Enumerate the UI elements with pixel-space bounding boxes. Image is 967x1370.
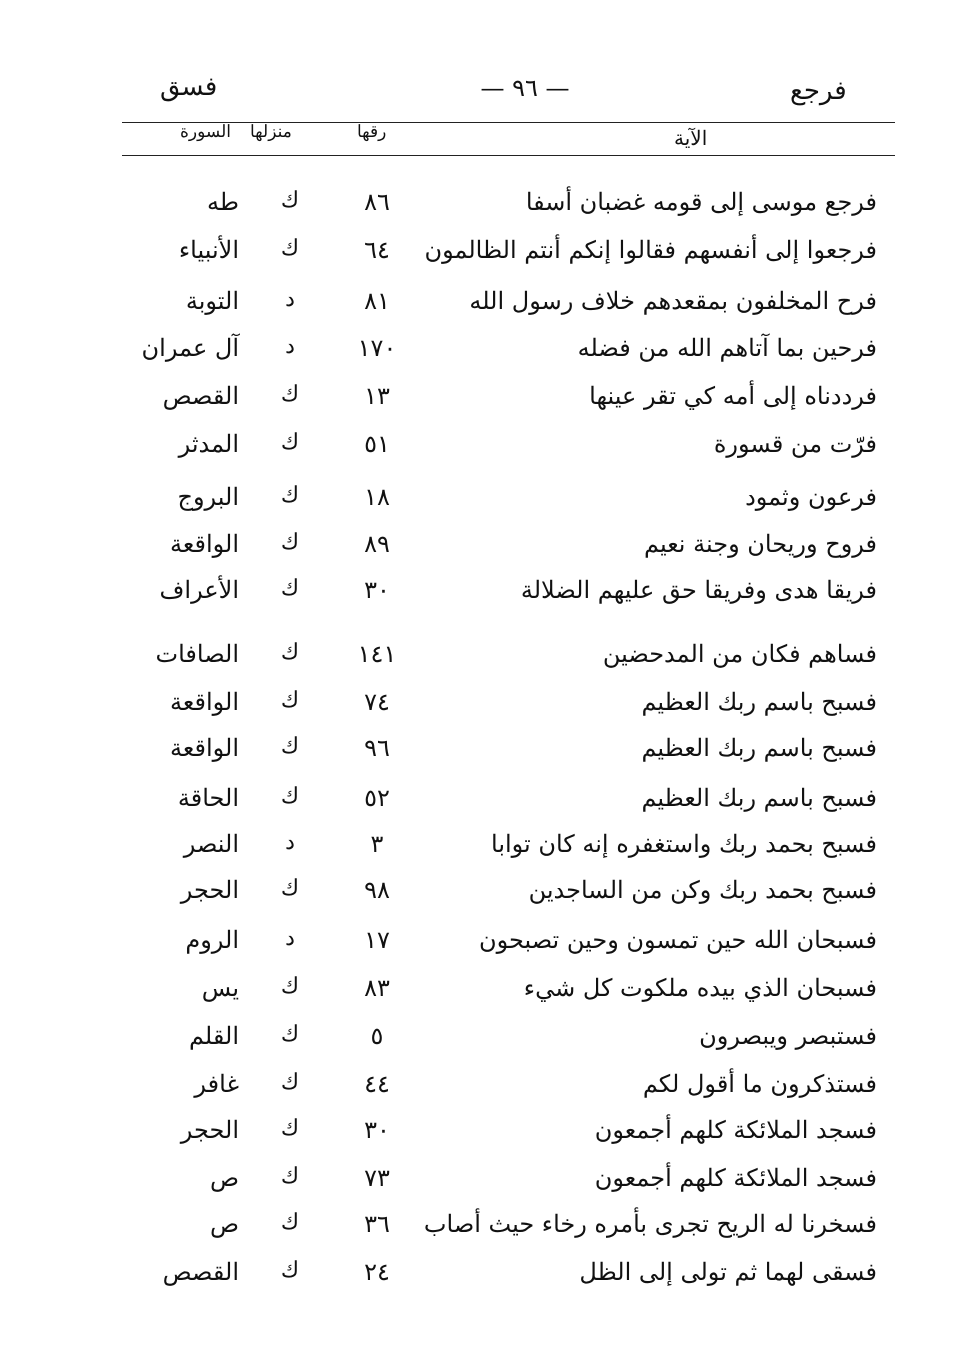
verse-number: ٥٢ [364, 784, 390, 812]
verse-text: فسبح بحمد ربك واستغفره إنه كان توابا [491, 830, 877, 858]
verse-number: ١٣ [364, 382, 390, 410]
surah-name: الواقعة [170, 734, 239, 762]
table-row [0, 382, 967, 426]
table-row [0, 1258, 967, 1302]
surah-name: البروج [177, 483, 239, 511]
table-row [0, 640, 967, 684]
verse-number: ٤٤ [364, 1070, 390, 1098]
table-row [0, 734, 967, 778]
revelation-place: ك [280, 1258, 300, 1283]
revelation-place: ك [280, 974, 300, 999]
table-row [0, 188, 967, 232]
revelation-place: ك [280, 734, 300, 759]
verse-number: ٣٦ [364, 1210, 390, 1238]
surah-name: الروم [185, 926, 239, 954]
verse-number: ١٨ [364, 483, 390, 511]
table-row [0, 236, 967, 280]
verse-number: ٨٩ [364, 530, 390, 558]
revelation-place: ك [280, 1022, 300, 1047]
verse-text: فسبحان الله حين تمسون وحين تصبحون [478, 926, 877, 954]
surah-name: الواقعة [170, 688, 239, 716]
verse-text: فروح وريحان وجنة نعيم [644, 530, 877, 558]
surah-name: آل عمران [141, 334, 239, 362]
revelation-place: د [285, 287, 295, 312]
verse-number: ٥١ [364, 430, 390, 458]
verse-text: فسجد الملائكة كلهم أجمعون [594, 1116, 877, 1144]
revelation-place: ك [280, 876, 300, 901]
header-rule-top [122, 122, 895, 123]
column-header-verse: الآية [674, 126, 708, 150]
verse-text: فسبح باسم ربك العظيم [641, 688, 877, 716]
table-row [0, 974, 967, 1018]
table-row [0, 688, 967, 732]
table-row [0, 334, 967, 378]
table-row [0, 1022, 967, 1066]
table-row [0, 784, 967, 828]
verse-number: ٣٠ [364, 1116, 390, 1144]
column-header-surah: السورة [180, 122, 231, 142]
revelation-place: ك [280, 688, 300, 713]
verse-text: فسقى لهما ثم تولى إلى الظل [579, 1258, 877, 1286]
surah-name: التوبة [185, 287, 239, 315]
surah-name: المدثر [178, 430, 239, 458]
header-first-word: فرجع [790, 76, 847, 106]
surah-name: النصر [183, 830, 239, 858]
verse-text: فرجع موسى إلى قومه غضبان أسفا [525, 188, 877, 216]
revelation-place: ك [280, 382, 300, 407]
revelation-place: ك [280, 640, 300, 665]
table-row [0, 1210, 967, 1254]
verse-number: ٣٠ [364, 576, 390, 604]
surah-name: غافر [194, 1070, 239, 1098]
revelation-place: ك [280, 188, 300, 213]
verse-number: ٣ [370, 830, 384, 858]
surah-name: الصافات [155, 640, 239, 668]
verse-text: فسبحان الذي بيده ملكوت كل شيء [523, 974, 877, 1002]
verse-number: ٨١ [364, 287, 390, 315]
revelation-place: ك [280, 1164, 300, 1189]
table-row [0, 576, 967, 620]
revelation-place: ك [280, 530, 300, 555]
verse-text: فرعون وثمود [745, 483, 877, 511]
revelation-place: ك [280, 576, 300, 601]
surah-name: يس [201, 974, 239, 1002]
revelation-place: ك [280, 483, 300, 508]
verse-text: فرّت من قسورة [713, 430, 877, 458]
table-row [0, 830, 967, 874]
verse-number: ١٧٠ [357, 334, 397, 362]
verse-number: ٢٤ [364, 1258, 390, 1286]
verse-text: فستذكرون ما أقول لكم [642, 1070, 877, 1098]
surah-name: ص [209, 1210, 239, 1238]
verse-number: ٨٦ [364, 188, 390, 216]
table-row [0, 926, 967, 970]
verse-text: فستبصر ويبصرون [699, 1022, 877, 1050]
surah-name: طه [207, 188, 239, 216]
verse-text: فرجعوا إلى أنفسهم فقالوا إنكم أنتم الظالمون [424, 236, 877, 264]
verse-text: فرح المخلفون بمقعدهم خلاف رسول الله [469, 287, 877, 315]
revelation-place: ك [280, 1116, 300, 1141]
header-rule-bottom [122, 155, 895, 156]
surah-name: القلم [188, 1022, 239, 1050]
surah-name: ص [209, 1164, 239, 1192]
table-row [0, 1164, 967, 1208]
verse-text: فسبح باسم ربك العظيم [641, 784, 877, 812]
surah-name: الحجر [180, 1116, 239, 1144]
verse-number: ٩٨ [364, 876, 390, 904]
surah-name: الأعراف [159, 576, 239, 604]
verse-text: فسخرنا له الريح تجرى بأمره رخاء حيث أصاب [423, 1210, 877, 1238]
column-header-revelation: منزلها [250, 122, 292, 142]
table-row [0, 876, 967, 920]
revelation-place: ك [280, 1210, 300, 1235]
verse-number: ٥ [370, 1022, 384, 1050]
verse-text: فريقا هدى وفريقا حق عليهم الضلالة [520, 576, 877, 604]
surah-name: القصص [162, 1258, 239, 1286]
verse-text: فسبح باسم ربك العظيم [641, 734, 877, 762]
surah-name: الواقعة [170, 530, 239, 558]
verse-text: فرحين بما آتاهم الله من فضله [577, 334, 877, 362]
surah-name: الأنبياء [178, 236, 239, 264]
header-last-word: فسق [160, 72, 218, 102]
table-row [0, 1070, 967, 1114]
revelation-place: ك [280, 784, 300, 809]
verse-number: ٧٤ [364, 688, 390, 716]
page-number: — ٩٦ — [480, 74, 570, 102]
column-header-number: رقها [357, 122, 387, 142]
verse-text: فسبح بحمد ربك وكن من الساجدين [528, 876, 877, 904]
revelation-place: ك [280, 236, 300, 261]
verse-number: ١٤١ [357, 640, 397, 668]
verse-text: فرددناه إلى أمه كي تقر عينها [589, 382, 877, 410]
table-row [0, 430, 967, 474]
table-row [0, 530, 967, 574]
table-row [0, 483, 967, 527]
verse-number: ٨٣ [364, 974, 390, 1002]
revelation-place: ك [280, 1070, 300, 1095]
table-row [0, 1116, 967, 1160]
verse-number: ١٧ [364, 926, 390, 954]
revelation-place: د [285, 926, 295, 951]
verse-number: ٧٣ [364, 1164, 390, 1192]
revelation-place: د [285, 830, 295, 855]
verse-text: فساهم فكان من المدحضين [602, 640, 877, 668]
revelation-place: ك [280, 430, 300, 455]
revelation-place: د [285, 334, 295, 359]
verse-number: ٩٦ [364, 734, 390, 762]
surah-name: الحجر [180, 876, 239, 904]
verse-text: فسجد الملائكة كلهم أجمعون [594, 1164, 877, 1192]
table-row [0, 287, 967, 331]
surah-name: الحاقة [177, 784, 239, 812]
surah-name: القصص [162, 382, 239, 410]
verse-number: ٦٤ [364, 236, 390, 264]
